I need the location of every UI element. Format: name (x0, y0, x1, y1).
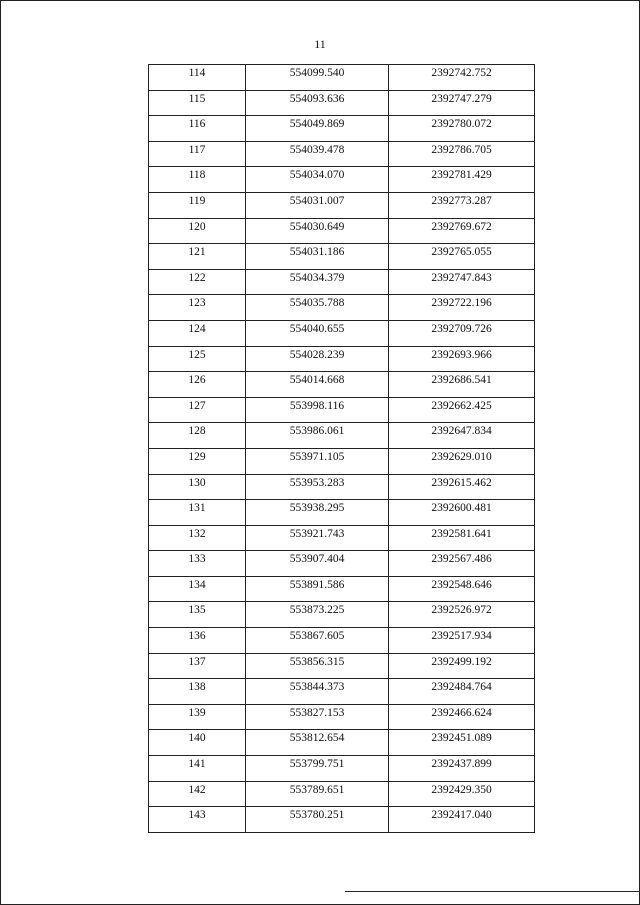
table-row (149, 807, 535, 833)
point-number-cell: 136 (149, 628, 246, 654)
x-coordinate-cell: 553780.251 (246, 807, 389, 833)
y-coordinate-cell: 2392437.899 (389, 756, 535, 782)
y-coordinate-cell: 2392773.287 (389, 192, 535, 218)
table-row (149, 525, 535, 551)
table-row (149, 704, 535, 730)
table-row (149, 218, 535, 244)
point-number-cell: 131 (149, 500, 246, 526)
x-coordinate-cell: 554034.379 (246, 269, 389, 295)
point-number-cell: 130 (149, 474, 246, 500)
x-coordinate-cell: 553789.651 (246, 781, 389, 807)
y-coordinate-cell: 2392722.196 (389, 295, 535, 321)
point-number-cell: 125 (149, 346, 246, 372)
table-row (149, 346, 535, 372)
y-coordinate-cell: 2392466.624 (389, 704, 535, 730)
table-row (149, 500, 535, 526)
x-coordinate-cell: 553938.295 (246, 500, 389, 526)
point-number-cell: 122 (149, 269, 246, 295)
point-number-cell: 141 (149, 756, 246, 782)
x-coordinate-cell: 553986.061 (246, 423, 389, 449)
x-coordinate-cell: 553891.586 (246, 576, 389, 602)
point-number-cell: 137 (149, 653, 246, 679)
y-coordinate-cell: 2392780.072 (389, 116, 535, 142)
table-row (149, 653, 535, 679)
x-coordinate-cell: 554049.869 (246, 116, 389, 142)
point-number-cell: 128 (149, 423, 246, 449)
point-number-cell: 135 (149, 602, 246, 628)
y-coordinate-cell: 2392742.752 (389, 65, 535, 91)
x-coordinate-cell: 553812.654 (246, 730, 389, 756)
y-coordinate-cell: 2392747.279 (389, 90, 535, 116)
table-row (149, 730, 535, 756)
point-number-cell: 124 (149, 320, 246, 346)
point-number-cell: 115 (149, 90, 246, 116)
table-row (149, 397, 535, 423)
y-coordinate-cell: 2392629.010 (389, 448, 535, 474)
y-coordinate-cell: 2392581.641 (389, 525, 535, 551)
point-number-cell: 118 (149, 167, 246, 193)
x-coordinate-cell: 554030.649 (246, 218, 389, 244)
table-row (149, 65, 535, 91)
table-row (149, 116, 535, 142)
table-row (149, 474, 535, 500)
table-row (149, 320, 535, 346)
x-coordinate-cell: 554040.655 (246, 320, 389, 346)
y-coordinate-cell: 2392781.429 (389, 167, 535, 193)
y-coordinate-cell: 2392686.541 (389, 372, 535, 398)
y-coordinate-cell: 2392769.672 (389, 218, 535, 244)
table-row (149, 372, 535, 398)
table-row (149, 679, 535, 705)
point-number-cell: 123 (149, 295, 246, 321)
table-row (149, 602, 535, 628)
x-coordinate-cell: 553953.283 (246, 474, 389, 500)
x-coordinate-cell: 554099.540 (246, 65, 389, 91)
table-row (149, 423, 535, 449)
y-coordinate-cell: 2392747.843 (389, 269, 535, 295)
y-coordinate-cell: 2392451.089 (389, 730, 535, 756)
x-coordinate-cell: 554031.186 (246, 244, 389, 270)
table-row (149, 269, 535, 295)
table-row (149, 90, 535, 116)
x-coordinate-cell: 554031.007 (246, 192, 389, 218)
table-row (149, 167, 535, 193)
y-coordinate-cell: 2392484.764 (389, 679, 535, 705)
y-coordinate-cell: 2392709.726 (389, 320, 535, 346)
y-coordinate-cell: 2392526.972 (389, 602, 535, 628)
y-coordinate-cell: 2392693.966 (389, 346, 535, 372)
point-number-cell: 116 (149, 116, 246, 142)
table-row (149, 781, 535, 807)
point-number-cell: 129 (149, 448, 246, 474)
point-number-cell: 120 (149, 218, 246, 244)
x-coordinate-cell: 553827.153 (246, 704, 389, 730)
point-number-cell: 117 (149, 141, 246, 167)
y-coordinate-cell: 2392647.834 (389, 423, 535, 449)
point-number-cell: 121 (149, 244, 246, 270)
y-coordinate-cell: 2392786.705 (389, 141, 535, 167)
point-number-cell: 114 (149, 65, 246, 91)
coordinate-table-body (149, 65, 535, 833)
y-coordinate-cell: 2392499.192 (389, 653, 535, 679)
x-coordinate-cell: 553856.315 (246, 653, 389, 679)
x-coordinate-cell: 554093.636 (246, 90, 389, 116)
table-row (149, 628, 535, 654)
x-coordinate-cell: 553998.116 (246, 397, 389, 423)
x-coordinate-cell: 553799.751 (246, 756, 389, 782)
x-coordinate-cell: 553971.105 (246, 448, 389, 474)
point-number-cell: 142 (149, 781, 246, 807)
x-coordinate-cell: 553867.605 (246, 628, 389, 654)
point-number-cell: 133 (149, 551, 246, 577)
x-coordinate-cell: 553844.373 (246, 679, 389, 705)
y-coordinate-cell: 2392567.486 (389, 551, 535, 577)
point-number-cell: 126 (149, 372, 246, 398)
y-coordinate-cell: 2392429.350 (389, 781, 535, 807)
coordinate-table (148, 64, 535, 833)
y-coordinate-cell: 2392548.646 (389, 576, 535, 602)
y-coordinate-cell: 2392417.040 (389, 807, 535, 833)
point-number-cell: 140 (149, 730, 246, 756)
point-number-cell: 132 (149, 525, 246, 551)
x-coordinate-cell: 553873.225 (246, 602, 389, 628)
page-number: 11 (314, 37, 326, 51)
table-row (149, 756, 535, 782)
y-coordinate-cell: 2392765.055 (389, 244, 535, 270)
point-number-cell: 127 (149, 397, 246, 423)
point-number-cell: 138 (149, 679, 246, 705)
x-coordinate-cell: 554039.478 (246, 141, 389, 167)
table-row (149, 244, 535, 270)
y-coordinate-cell: 2392662.425 (389, 397, 535, 423)
x-coordinate-cell: 554034.070 (246, 167, 389, 193)
x-coordinate-cell: 554028.239 (246, 346, 389, 372)
point-number-cell: 143 (149, 807, 246, 833)
table-row (149, 551, 535, 577)
table-row (149, 295, 535, 321)
x-coordinate-cell: 553921.743 (246, 525, 389, 551)
x-coordinate-cell: 554035.788 (246, 295, 389, 321)
point-number-cell: 139 (149, 704, 246, 730)
point-number-cell: 119 (149, 192, 246, 218)
bottom-rule (345, 891, 640, 892)
y-coordinate-cell: 2392615.462 (389, 474, 535, 500)
y-coordinate-cell: 2392600.481 (389, 500, 535, 526)
table-row (149, 448, 535, 474)
table-row (149, 576, 535, 602)
table-row (149, 192, 535, 218)
x-coordinate-cell: 553907.404 (246, 551, 389, 577)
x-coordinate-cell: 554014.668 (246, 372, 389, 398)
point-number-cell: 134 (149, 576, 246, 602)
y-coordinate-cell: 2392517.934 (389, 628, 535, 654)
table-row (149, 141, 535, 167)
